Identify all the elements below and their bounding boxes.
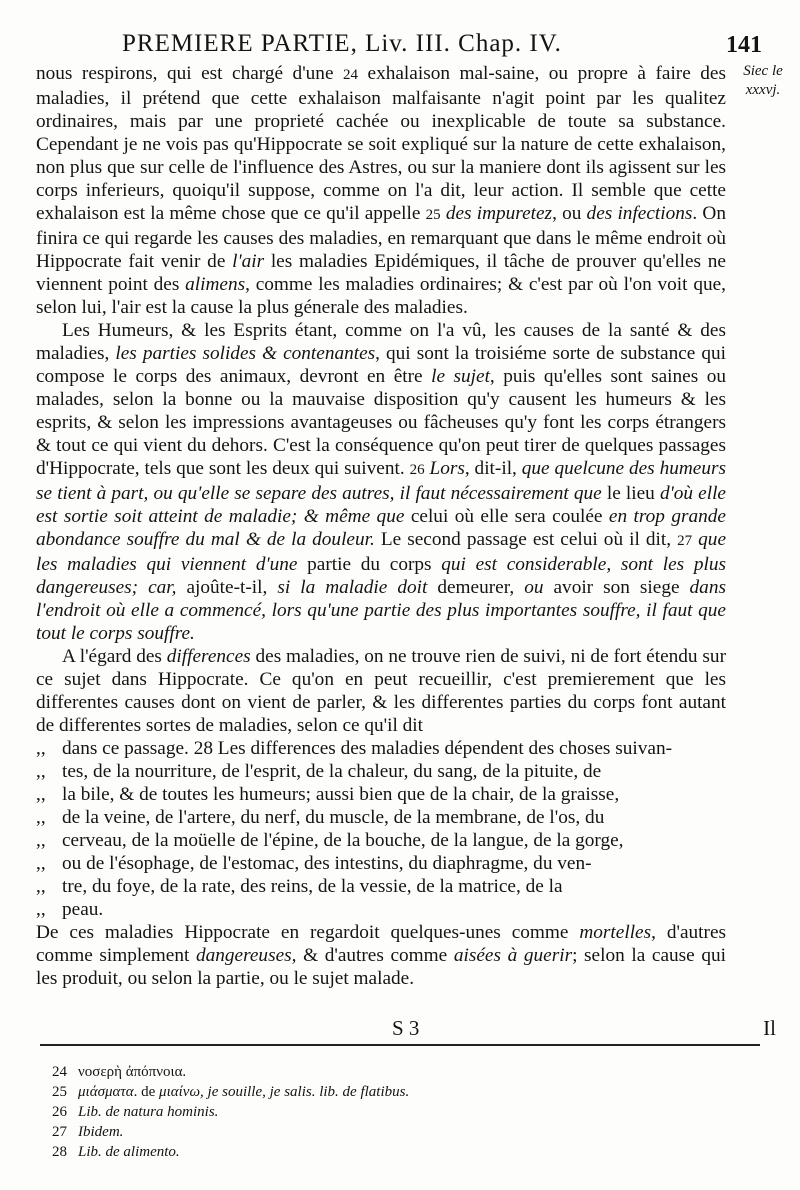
- footnote-text: μιαίνω: [159, 1084, 201, 1100]
- paragraph-2: [36, 319, 726, 645]
- footnote-text: νοσερὴ ἀπόπνοια.: [78, 1064, 187, 1080]
- italic-text: mortelles: [579, 922, 652, 943]
- footnotes: [52, 1062, 692, 1162]
- quote-line: ,, tes, de la nourriture, de l'esprit, de la chaleur, du sang, de la pituite, de: [36, 760, 726, 783]
- footnote-number: 25: [52, 1084, 67, 1100]
- text-run: , dit-il,: [464, 458, 522, 479]
- catchword: Il: [763, 1016, 776, 1040]
- italic-text: ou: [524, 577, 544, 598]
- paragraph-1: [36, 62, 726, 319]
- italic-text: dangereuses: [195, 945, 292, 966]
- signature-mark: S 3: [392, 1016, 420, 1040]
- text-run: nous respirons, qui est chargé d'une: [36, 63, 344, 84]
- footnote-text: Ibidem.: [78, 1124, 124, 1140]
- footnote: [52, 1062, 692, 1082]
- text-run: des maladies, on ne trouve rien de suivi, ni de fort étendu sur ce sujet dans Hippocrate. Ce qu'on en peut recueillir, c'est premierement que les differentes causes dont on vient de parler, & les differentes parties du corps font autant de differentes sortes de maladies, selon ce qu'il dit: [36, 646, 726, 736]
- text-run: , d'autres comme simplement: [36, 922, 726, 966]
- note-reference: 24: [343, 67, 359, 83]
- running-title: PREMIERE PARTIE, Liv. III. Chap. IV.: [122, 30, 562, 57]
- page-footer: [36, 1016, 776, 1042]
- quote-line: ,, tre, du foye, de la rate, des reins, de la vessie, de la matrice, de la: [36, 875, 726, 898]
- text-run: les maladies Epidémiques, il tâche de prouver qu'elles ne viennent point des: [36, 251, 726, 295]
- italic-text: differences: [166, 646, 251, 667]
- italic-text: si la maladie doit: [277, 577, 428, 598]
- italic-text: qui est considerable, sont les plus dangereuses; car,: [36, 554, 726, 598]
- footnote-number: 27: [52, 1124, 67, 1140]
- footnote-text: μιάσματα: [78, 1084, 134, 1100]
- quoted-passage: [36, 737, 726, 921]
- text-run: partie du corps: [297, 554, 442, 575]
- quote-line: ,, de la veine, de l'artere, du nerf, du muscle, de la membrane, de l'os, du: [36, 806, 726, 829]
- italic-text: l'air: [232, 251, 265, 272]
- text-run: ajoûte-t-il,: [176, 577, 278, 598]
- note-reference: 27: [677, 533, 693, 549]
- italic-text: dans l'endroit où elle a commencé, lors qu'une partie des plus importantes souffre, il faut que tout le corps souffre.: [36, 577, 726, 644]
- note-reference: 25: [425, 207, 441, 223]
- main-text: [36, 62, 726, 990]
- quote-line: ,, ou de l'ésophage, de l'estomac, des intestins, du diaphragme, du ven-: [36, 852, 726, 875]
- note-reference: 26: [409, 462, 425, 478]
- footnote: [52, 1122, 692, 1142]
- footnote-number: 26: [52, 1104, 67, 1120]
- text-run: , puis qu'elles sont saines ou malades, selon la bonne ou la mauvaise disposition qu'y causent les humeurs & les esprits, & selon les impressions avantageuses ou fâcheuses qu'y font les corps étrangers & tout ce qui vient du dehors. C'est la conséquence qu'on peut tirer de quelques passages d'Hippocrate, tels que sont les deux qui suivent.: [36, 366, 726, 479]
- footnote: [52, 1102, 692, 1122]
- text-run: , comme les maladies ordinaires; & c'est par où l'on voit que, selon lui, l'air est la cause la plus génerale des maladies.: [36, 274, 726, 318]
- quote-line: ,, dans ce passage. 28 Les differences des maladies dépendent des choses suivan-: [36, 737, 726, 760]
- italic-text: en trop grande abondance souffre du mal & de la douleur.: [36, 506, 726, 550]
- text-run: exhalaison mal-saine, ou propre à faire des maladies, il prétend que cette exhalaison malfaisante n'agit point par les qualitez ordinaires, mais par une proprieté cachée ou inexplicable de toute sa substance. Cependant je ne vois pas qu'Hippocrate se soit expliqué sur la nature de cette exhalaison, non plus que sur celle de l'influence des Astres, ou sur la maniere dont ils agissent sur les corps inferieurs, quoiqu'il suppose, comme on l'a dit, leur action. Il semble que cette exhalaison est la même chose que ce qu'il appelle: [36, 63, 726, 224]
- text-run: demeurer,: [427, 577, 525, 598]
- text-run: avoir son siege: [543, 577, 690, 598]
- text-run: Les Humeurs, & les Esprits étant, comme on l'a vû, les causes de la santé & des maladies,: [36, 320, 726, 364]
- quote-line: ,, cerveau, de la moüelle de l'épine, de la bouche, de la langue, de la gorge,: [36, 829, 726, 852]
- footnote-text: Lib. de natura hominis.: [78, 1104, 219, 1120]
- footnote: [52, 1142, 692, 1162]
- quote-line: ,, la bile, & de toutes les humeurs; aussi bien que de la chair, de la graisse,: [36, 783, 726, 806]
- text-run: A l'égard des: [62, 646, 167, 667]
- quote-line: ,, peau.: [36, 898, 726, 921]
- footnote-text: . de: [133, 1084, 160, 1100]
- text-run: celui où elle sera coulée: [404, 506, 609, 527]
- text-run: De ces maladies Hippocrate en regardoit quelques-unes comme: [36, 922, 580, 943]
- italic-text: que les maladies qui viennent d'une: [36, 529, 726, 575]
- italic-text: des infections: [586, 203, 693, 224]
- footnote: [52, 1082, 692, 1102]
- footnote-text: Lib. de alimento.: [78, 1144, 180, 1160]
- text-run: , ou: [552, 203, 587, 224]
- italic-text: le sujet: [431, 366, 490, 387]
- italic-text: les parties solides & contenantes: [115, 343, 376, 364]
- italic-text: alimens: [185, 274, 246, 295]
- margin-note: Siec le xxxvj.: [743, 63, 783, 98]
- page-header: [40, 30, 780, 62]
- italic-text: Lors: [429, 458, 465, 479]
- italic-text: aisées à guerir: [453, 945, 573, 966]
- text-run: le lieu: [601, 483, 660, 504]
- footnote-text: , je souille, je salis. lib. de flatibus.: [200, 1084, 410, 1100]
- footnote-rule: [40, 1044, 760, 1046]
- text-run: , & d'autres comme: [291, 945, 454, 966]
- text-run: , qui sont la troisiéme sorte de substance qui compose le corps des animaux, devront en être: [36, 343, 726, 387]
- text-run: Le second passage est celui où il dit,: [374, 529, 678, 550]
- page-number: 141: [726, 32, 762, 58]
- text-run: . On finira ce qui regarde les causes des maladies, en remarquant que dans le même endroit où Hippocrate fait venir de: [36, 203, 726, 272]
- footnote-number: 24: [52, 1064, 67, 1080]
- paragraph-4: [36, 921, 726, 990]
- italic-text: que quelcune des humeurs se tient à part, ou qu'elle se separe des autres, il faut nécessairement que: [36, 458, 726, 504]
- footnote-number: 28: [52, 1144, 67, 1160]
- italic-text: des impuretez: [445, 203, 553, 224]
- paragraph-3: [36, 645, 726, 737]
- text-run: ; selon la cause qui les produit, ou selon la partie, ou le sujet malade.: [36, 945, 726, 989]
- italic-text: d'où elle est sortie soit atteint de maladie; & même que: [36, 483, 726, 527]
